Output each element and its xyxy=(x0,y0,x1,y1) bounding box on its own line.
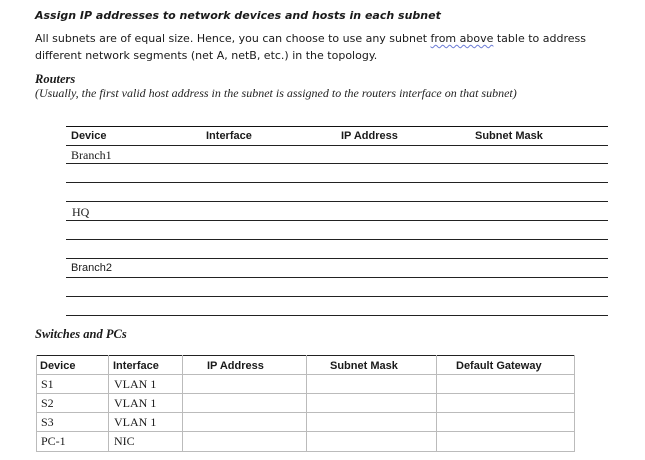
routers-header-ip-address: IP Address xyxy=(341,130,398,142)
routers-title: Routers xyxy=(35,72,76,86)
subnet-mask-cell[interactable] xyxy=(307,432,435,450)
switches-table xyxy=(36,355,575,452)
page-heading: Assign IP addresses to network devices and hosts in each subnet xyxy=(35,9,441,22)
default-gateway-cell[interactable] xyxy=(437,375,573,393)
ip-address-cell[interactable] xyxy=(183,394,305,412)
default-gateway-cell[interactable] xyxy=(437,413,573,431)
routers-row-rule xyxy=(66,315,608,316)
routers-row-rule xyxy=(66,163,608,164)
switches-title: Switches and PCs xyxy=(35,327,127,341)
switches-col-rule xyxy=(108,355,109,452)
pc-interface-pc1: NIC xyxy=(114,434,135,448)
ip-address-cell[interactable] xyxy=(183,432,305,450)
switches-col-rule xyxy=(574,355,575,452)
spellcheck-phrase[interactable]: from above xyxy=(430,32,494,45)
intro-paragraph xyxy=(35,30,595,64)
switches-header-interface: Interface xyxy=(113,360,159,372)
router-device-branch2: Branch2 xyxy=(71,262,112,274)
switches-header-default-gateway: Default Gateway xyxy=(456,360,542,372)
subnet-mask-cell[interactable] xyxy=(307,413,435,431)
routers-note: (Usually, the first valid host address in the subnet is assigned to the routers interface on that subnet) xyxy=(35,86,517,100)
routers-row-rule xyxy=(66,258,608,259)
routers-table-top-rule xyxy=(66,126,608,127)
routers-header-subnet-mask: Subnet Mask xyxy=(475,130,543,142)
switch-device-s1: S1 xyxy=(41,377,54,391)
switch-interface-s3: VLAN 1 xyxy=(114,415,157,429)
switch-device-s2: S2 xyxy=(41,396,54,410)
switches-header-device: Device xyxy=(40,360,76,372)
routers-row-rule xyxy=(66,182,608,183)
routers-row-rule xyxy=(66,296,608,297)
routers-header-rule xyxy=(66,145,608,146)
router-device-hq: HQ xyxy=(72,205,90,219)
subnet-mask-cell[interactable] xyxy=(307,394,435,412)
switches-header-ip-address: IP Address xyxy=(207,360,264,372)
switch-interface-s1: VLAN 1 xyxy=(114,377,157,391)
intro-text-before: All subnets are of equal size. Hence, you can choose to use any subnet xyxy=(35,32,431,45)
pc-device-pc1: PC-1 xyxy=(41,434,66,448)
routers-header-interface: Interface xyxy=(206,130,252,142)
subnet-mask-cell[interactable] xyxy=(307,375,435,393)
ip-address-cell[interactable] xyxy=(183,375,305,393)
routers-row-rule xyxy=(66,220,608,221)
switch-interface-s2: VLAN 1 xyxy=(114,396,157,410)
default-gateway-cell[interactable] xyxy=(437,394,573,412)
routers-row-rule xyxy=(66,201,608,202)
switch-device-s3: S3 xyxy=(41,415,54,429)
ip-address-cell[interactable] xyxy=(183,413,305,431)
routers-header-device: Device xyxy=(71,130,107,142)
routers-row-rule xyxy=(66,277,608,278)
default-gateway-cell[interactable] xyxy=(437,432,573,450)
routers-row-rule xyxy=(66,239,608,240)
intro-text-after: table to address different network segments (net A, netB, etc.) in the topology. xyxy=(35,32,586,62)
switches-header-subnet-mask: Subnet Mask xyxy=(330,360,398,372)
router-device-branch1: Branch1 xyxy=(71,148,112,162)
switches-col-rule xyxy=(36,355,37,452)
